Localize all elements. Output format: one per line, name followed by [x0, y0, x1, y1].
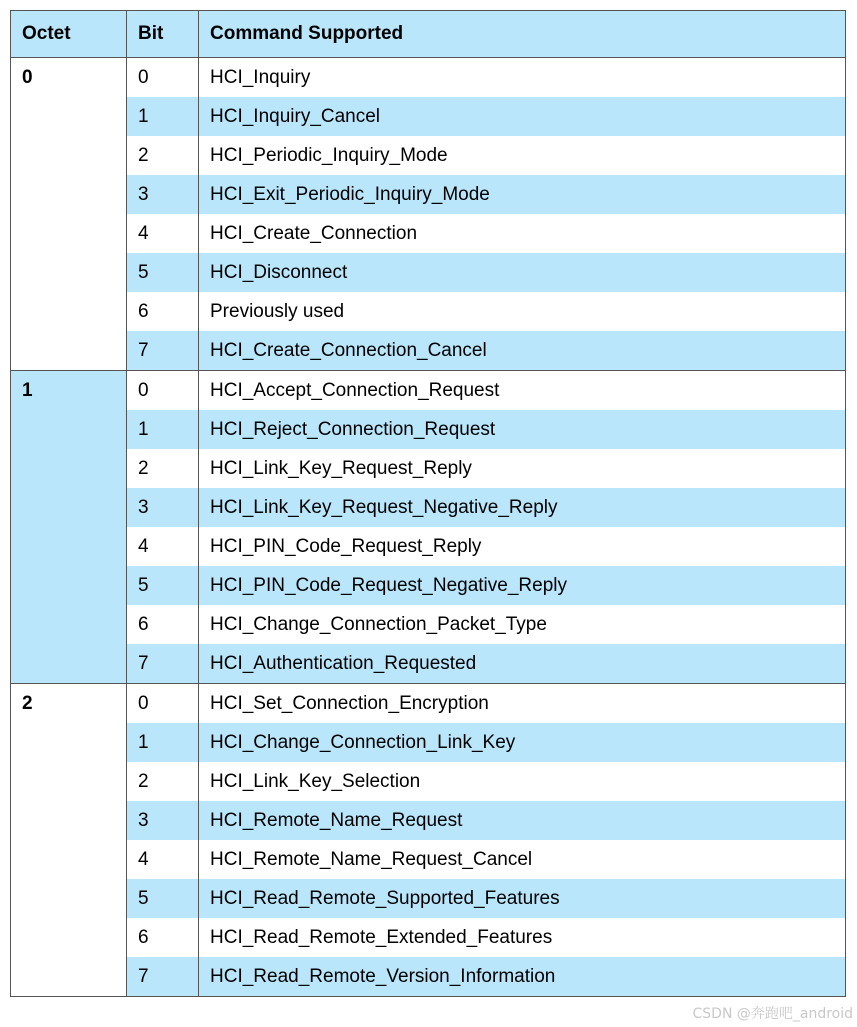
- commands-supported-table: [10, 10, 846, 997]
- bit-cell: 1: [127, 97, 199, 136]
- command-cell: Previously used: [199, 292, 846, 331]
- bit-cell: 2: [127, 449, 199, 488]
- command-cell: HCI_Exit_Periodic_Inquiry_Mode: [199, 175, 846, 214]
- table-row: [11, 371, 846, 411]
- table-row: [11, 253, 846, 292]
- table-row: [11, 136, 846, 175]
- table-row: [11, 292, 846, 331]
- bit-cell: 4: [127, 214, 199, 253]
- command-cell: HCI_Link_Key_Request_Reply: [199, 449, 846, 488]
- command-cell: HCI_Authentication_Requested: [199, 644, 846, 684]
- command-cell: HCI_Disconnect: [199, 253, 846, 292]
- table-header-row: [11, 11, 846, 58]
- table-body: [11, 58, 846, 997]
- table-row: [11, 957, 846, 997]
- table-row: [11, 331, 846, 371]
- table-row: [11, 214, 846, 253]
- bit-cell: 1: [127, 410, 199, 449]
- command-cell: HCI_Inquiry_Cancel: [199, 97, 846, 136]
- command-cell: HCI_PIN_Code_Request_Negative_Reply: [199, 566, 846, 605]
- table-row: [11, 175, 846, 214]
- bit-cell: 3: [127, 801, 199, 840]
- table-row: [11, 449, 846, 488]
- octet-cell: 1: [11, 371, 127, 684]
- command-cell: HCI_Link_Key_Selection: [199, 762, 846, 801]
- octet-cell: 0: [11, 58, 127, 371]
- table-row: [11, 488, 846, 527]
- command-cell: HCI_Create_Connection_Cancel: [199, 331, 846, 371]
- table-row: [11, 410, 846, 449]
- command-cell: HCI_Remote_Name_Request_Cancel: [199, 840, 846, 879]
- table-row: [11, 527, 846, 566]
- bit-cell: 0: [127, 371, 199, 411]
- table-row: [11, 97, 846, 136]
- command-cell: HCI_Remote_Name_Request: [199, 801, 846, 840]
- bit-cell: 2: [127, 762, 199, 801]
- bit-cell: 7: [127, 331, 199, 371]
- bit-cell: 5: [127, 253, 199, 292]
- watermark-text: CSDN @奔跑吧_android: [692, 1006, 853, 1022]
- column-header-command: Command Supported: [199, 11, 846, 58]
- command-cell: HCI_Link_Key_Request_Negative_Reply: [199, 488, 846, 527]
- table-row: [11, 605, 846, 644]
- command-cell: HCI_Accept_Connection_Request: [199, 371, 846, 411]
- table-row: [11, 644, 846, 684]
- command-cell: HCI_Periodic_Inquiry_Mode: [199, 136, 846, 175]
- command-cell: HCI_Create_Connection: [199, 214, 846, 253]
- table-row: [11, 918, 846, 957]
- table-row: [11, 723, 846, 762]
- table-row: [11, 566, 846, 605]
- table-row: [11, 762, 846, 801]
- bit-cell: 0: [127, 58, 199, 98]
- bit-cell: 5: [127, 879, 199, 918]
- bit-cell: 7: [127, 957, 199, 997]
- bit-cell: 3: [127, 175, 199, 214]
- table-row: [11, 801, 846, 840]
- bit-cell: 5: [127, 566, 199, 605]
- column-header-octet: Octet: [11, 11, 127, 58]
- bit-cell: 2: [127, 136, 199, 175]
- table-row: [11, 684, 846, 724]
- bit-cell: 4: [127, 527, 199, 566]
- bit-cell: 6: [127, 605, 199, 644]
- command-cell: HCI_Set_Connection_Encryption: [199, 684, 846, 724]
- table-row: [11, 879, 846, 918]
- command-cell: HCI_Reject_Connection_Request: [199, 410, 846, 449]
- command-cell: HCI_Read_Remote_Supported_Features: [199, 879, 846, 918]
- bit-cell: 6: [127, 292, 199, 331]
- bit-cell: 7: [127, 644, 199, 684]
- command-cell: HCI_Read_Remote_Extended_Features: [199, 918, 846, 957]
- table-row: [11, 840, 846, 879]
- command-cell: HCI_Change_Connection_Link_Key: [199, 723, 846, 762]
- column-header-bit: Bit: [127, 11, 199, 58]
- command-cell: HCI_Change_Connection_Packet_Type: [199, 605, 846, 644]
- bit-cell: 4: [127, 840, 199, 879]
- command-cell: HCI_PIN_Code_Request_Reply: [199, 527, 846, 566]
- octet-cell: 2: [11, 684, 127, 997]
- command-cell: HCI_Inquiry: [199, 58, 846, 98]
- bit-cell: 1: [127, 723, 199, 762]
- bit-cell: 3: [127, 488, 199, 527]
- bit-cell: 6: [127, 918, 199, 957]
- bit-cell: 0: [127, 684, 199, 724]
- table-row: [11, 58, 846, 98]
- command-cell: HCI_Read_Remote_Version_Information: [199, 957, 846, 997]
